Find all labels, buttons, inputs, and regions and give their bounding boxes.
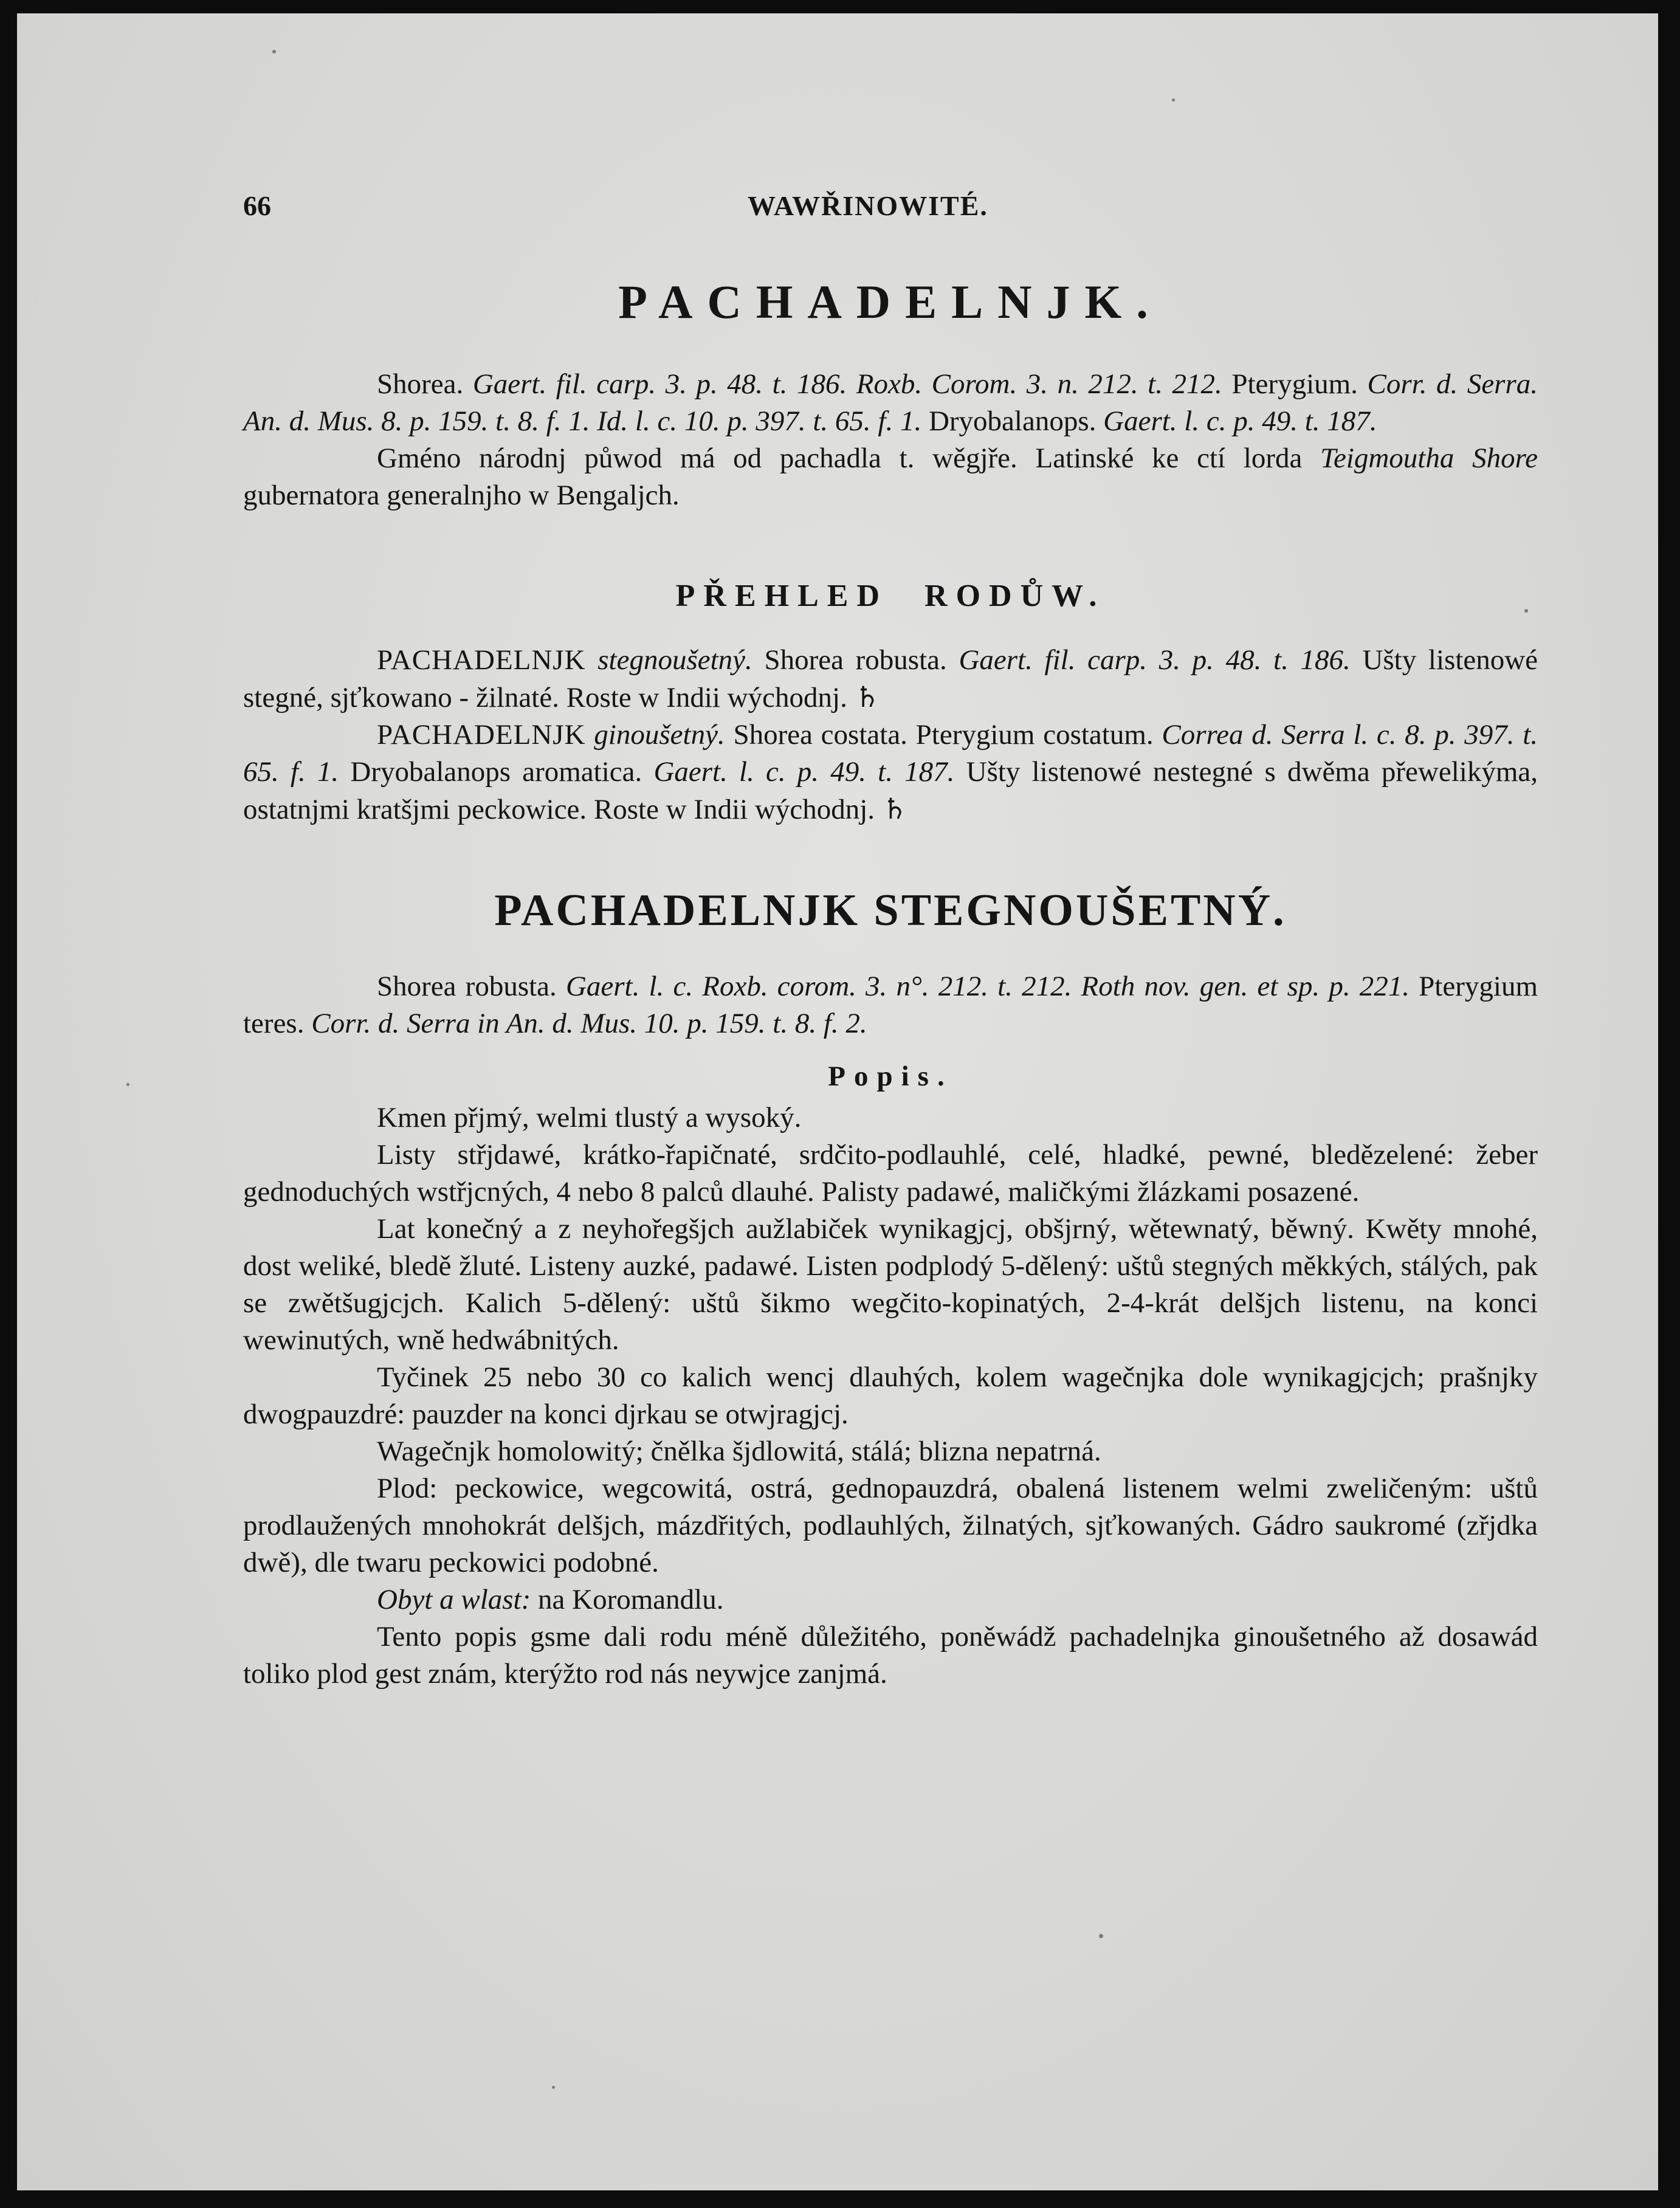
page-header: [243, 190, 1033, 232]
entry-synonyms: Shorea costata. Pterygium costatum.: [733, 719, 1154, 751]
overview-title-right: RODŮW.: [924, 579, 1106, 613]
synonym-shorea: Shorea.: [377, 368, 464, 400]
habitat-label: Obyt a wlast:: [377, 1584, 531, 1615]
tree-symbol-icon: ♄: [854, 681, 880, 714]
entry-citation-2: Gaert. l. c. p. 49. t. 187.: [653, 756, 955, 788]
paper-speck: [272, 50, 276, 53]
description-paragraph: Listy střjdawé, krátko-řapičnaté, srdčito-podlauhlé, celé, hladké, pewné, bledězelené: žeber gednoduchých wstřjcných, 4 nebo 8 palců dlauhé. Palisty padawé, maličkými žlázkami posazené.: [243, 1139, 1538, 1208]
description-paragraph: Kmen přjmý, welmi tlustý a wysoký.: [377, 1102, 802, 1133]
description-paragraph: Lat konečný a z neyhořegšjch aužlabiček wynikagjcj, obšjrný, wětewnatý, běwný. Kwěty mnohé, dost weliké, bledě žluté. Listeny auzké, padawé. Listen podplodý 5-dělený: uštů stegných měkkých, stálých, pak se zwětšugjcjch. Kalich 5-dělený: uštů šikmo wegčito-kopinatých, 2-4-krát delšjch listenu, na konci wewinutých, wně hedwábnitých.: [243, 1213, 1538, 1356]
species-synonym: Shorea robusta.: [377, 971, 557, 1002]
overview-title-left: PŘEHLED: [675, 579, 889, 613]
entry-citation: Gaert. fil. carp. 3. p. 48. t. 186.: [959, 644, 1351, 676]
entry-citation: Correa d. Serra l. c. 8. p. 397. t. 65. f. 1.: [243, 719, 1538, 788]
running-head: WAWŘINOWITÉ.: [748, 190, 988, 221]
species-synonym-2: Pterygium teres.: [243, 971, 1538, 1039]
genus-references: [243, 366, 1538, 440]
description-heading: Popis.: [828, 1061, 953, 1092]
entry-genus-name: PACHADELNJK: [377, 719, 586, 751]
entry-synonym: Shorea robusta.: [764, 644, 947, 676]
etymology-paragraph: [243, 440, 1538, 514]
genus-title: PACHADELNJK.: [618, 275, 1163, 328]
habitat-paragraph: [243, 1581, 1538, 1618]
synonym-dryobalanops: Dryobalanops.: [928, 405, 1096, 437]
overview-entry: [243, 717, 1538, 828]
entry-genus-name: PACHADELNJK: [377, 644, 586, 676]
overview-entry: [243, 642, 1538, 717]
paper-speck: [1172, 98, 1175, 101]
overview-title: [243, 575, 1538, 617]
species-references: [243, 968, 1538, 1042]
entry-synonym-2: Dryobalanops aromatica.: [350, 756, 642, 788]
etymology-text-2: gubernatora generalnjho w Bengaljch.: [243, 480, 680, 511]
habitat-text: na Koromandlu.: [538, 1584, 724, 1615]
closing-paragraph: Tento popis gsme dali rodu méně důležitého, poněwádž pachadelnjka ginoušetného až dosawád toliko plod gest znám, kterýžto rod nás neywjce zanjmá.: [243, 1621, 1538, 1690]
description-paragraph: Plod: peckowice, wegcowitá, ostrá, gednopauzdrá, obalená listenem welmi zweličeným: uštů prodlaužených mnohokrát delšjch, mázdřitých, podlauhlých, žilnatých, sjťkowaných. Gádro saukromé (zřjdka dwě), dle twaru peckowici podobné.: [243, 1473, 1538, 1578]
entry-description: Ušty listenowé stegné, sjťkowano - žilnaté. Roste w Indii wýchodnj.: [243, 644, 1538, 714]
pterygium-citation: Corr. d. Serra. An. d. Mus. 8. p. 159. t. 8. f. 1. Id. l. c. 10. p. 397. t. 65. f. 1.: [243, 368, 1538, 437]
paper-speck: [1099, 1934, 1103, 1938]
entry-epithet: ginoušetný.: [594, 719, 725, 751]
book-page: [17, 13, 1658, 2190]
species-citation: Gaert. l. c. Roxb. corom. 3. n°. 212. t. 212. Roth nov. gen. et sp. p. 221.: [565, 971, 1410, 1002]
shorea-citation: Gaert. fil. carp. 3. p. 48. t. 186. Roxb. Corom. 3. n. 212. t. 212.: [472, 368, 1222, 400]
tree-symbol-icon: ♄: [881, 793, 907, 826]
species-title: PACHADELNJK STEGNOUŠETNÝ.: [494, 886, 1287, 935]
page-number: 66: [243, 190, 271, 221]
species-citation-2: Corr. d. Serra in An. d. Mus. 10. p. 159. t. 8. f. 2.: [311, 1008, 867, 1039]
description-paragraph: Tyčinek 25 nebo 30 co kalich wencj dlauhých, kolem wagečnjka dole wynikagjcjch; prašnjky dwogpauzdré: pauzder na konci djrkau se otwjragjcj.: [243, 1361, 1538, 1430]
paper-speck: [552, 2086, 555, 2089]
paper-speck: [126, 1083, 129, 1086]
etymology-text: Gméno národnj půwod má od pachadla t. wěgjře. Latinské ke ctí lorda: [377, 442, 1303, 474]
page-content: [243, 275, 1538, 1693]
etymology-person: Teigmoutha Shore: [1320, 442, 1538, 474]
synonym-pterygium: Pterygium.: [1231, 368, 1358, 400]
entry-epithet: stegnoušetný.: [597, 644, 752, 676]
description-paragraph: Wagečnjk homolowitý; čnělka šjdlowitá, stálá; blizna nepatrná.: [377, 1436, 1101, 1467]
entry-description: Ušty listenowé nestegné s dwěma přewelikýma, ostatnjmi kratšjmi peckowice. Roste w Indii wýchodnj.: [243, 756, 1538, 825]
dryobalanops-citation: Gaert. l. c. p. 49. t. 187.: [1103, 405, 1377, 437]
